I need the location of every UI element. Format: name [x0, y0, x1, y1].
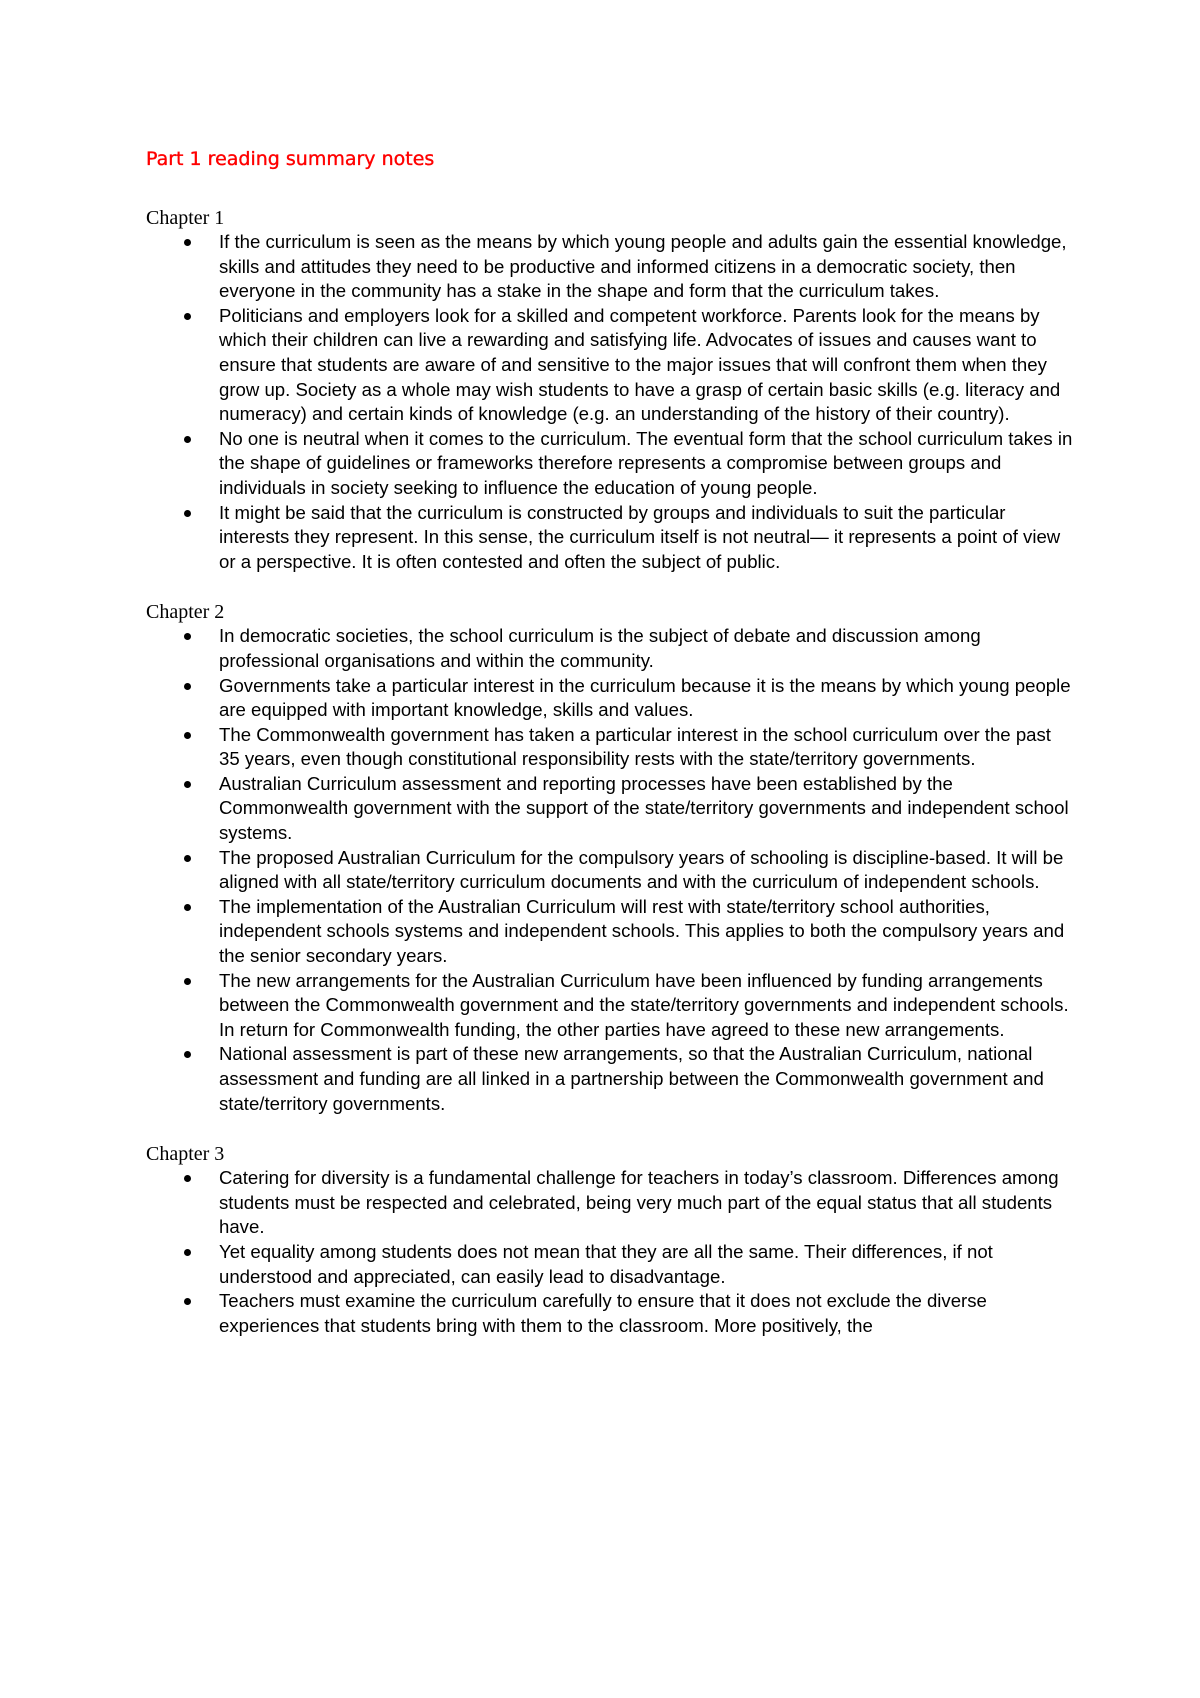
bullet-icon — [184, 436, 191, 443]
document-body — [146, 206, 1076, 1364]
list-item — [146, 1166, 1076, 1240]
bullet-list — [146, 1166, 1076, 1338]
list-item-text: National assessment is part of these new arrangements, so that the Australian Curriculum, national assessment and funding are all linked in a partnership between the Commonwealth government and state/territory governments. — [219, 1043, 1044, 1114]
bullet-icon — [184, 781, 191, 788]
page-title: Part 1 reading summary notes — [146, 148, 435, 170]
bullet-icon — [184, 510, 191, 517]
bullet-icon — [184, 732, 191, 739]
list-item-text: No one is neutral when it comes to the curriculum. The eventual form that the school curriculum takes in the shape of guidelines or frameworks therefore represents a compromise between groups and individuals in society seeking to influence the education of young people. — [219, 427, 1073, 498]
chapter-2-section — [146, 600, 1076, 1116]
list-item — [146, 846, 1076, 895]
bullet-icon — [184, 904, 191, 911]
list-item — [146, 772, 1076, 846]
list-item-text: Governments take a particular interest in the curriculum because it is the means by which young people are equipped with important knowledge, skills and values. — [219, 674, 1071, 721]
bullet-icon — [184, 239, 191, 246]
list-item — [146, 1289, 1076, 1338]
list-item — [146, 427, 1076, 501]
list-item-text: If the curriculum is seen as the means by which young people and adults gain the essential knowledge, skills and attitudes they need to be productive and informed citizens in a democratic society, then everyone in the community has a stake in the shape and form that the curriculum takes. — [219, 231, 1067, 302]
list-item — [146, 969, 1076, 1043]
list-item-text: Catering for diversity is a fundamental challenge for teachers in today’s classroom. Differences among students must be respected and celebrated, being very much part of the equal status that all students have. — [219, 1167, 1059, 1238]
chapter-1-section — [146, 206, 1076, 574]
bullet-icon — [184, 1175, 191, 1182]
list-item-text: In democratic societies, the school curriculum is the subject of debate and discussion among professional organisations and within the community. — [219, 625, 981, 671]
list-item-text: Australian Curriculum assessment and reporting processes have been established by the Commonwealth government with the support of the state/territory governments and independent school systems. — [219, 772, 1069, 844]
bullet-icon — [184, 978, 191, 985]
list-item — [146, 304, 1076, 427]
chapter-heading: Chapter 2 — [146, 601, 225, 624]
bullet-list — [146, 230, 1076, 574]
chapter-3-section — [146, 1142, 1076, 1338]
list-item-text: Politicians and employers look for a skilled and competent workforce. Parents look for the means by which their children can live a rewarding and satisfying life. Advocates of issues and causes want to ensure that students are aware of and sensitive to the major issues that will confront them when they grow up. Society as a whole may wish students to have a grasp of certain basic skills (e.g. literacy and numeracy) and certain kinds of knowledge (e.g. an understanding of the history of their country). — [219, 304, 1061, 425]
bullet-icon — [184, 1298, 191, 1305]
list-item-text: Teachers must examine the curriculum carefully to ensure that it does not exclude the diverse experiences that students bring with them to the classroom. More positively, the — [219, 1290, 987, 1336]
list-item — [146, 674, 1076, 723]
list-item — [146, 895, 1076, 969]
list-item — [146, 230, 1076, 304]
list-item-text: The implementation of the Australian Curriculum will rest with state/territory school authorities, independent schools systems and independent schools. This applies to both the compulsory years and the senior secondary years. — [219, 895, 1065, 967]
list-item — [146, 723, 1076, 772]
list-item — [146, 624, 1076, 673]
bullet-icon — [184, 633, 191, 640]
list-item — [146, 1240, 1076, 1289]
list-item-text: It might be said that the curriculum is constructed by groups and individuals to suit the particular interests they represent. In this sense, the curriculum itself is not neutral— it represents a point of view or a perspective. It is often contested and often the subject of public. — [219, 501, 1061, 572]
list-item-text: Yet equality among students does not mean that they are all the same. Their differences, if not understood and appreciated, can easily lead to disadvantage. — [219, 1240, 993, 1287]
chapter-heading: Chapter 3 — [146, 1143, 225, 1166]
bullet-icon — [184, 855, 191, 862]
list-item-text: The proposed Australian Curriculum for the compulsory years of schooling is discipline-based. It will be aligned with all state/territory curriculum documents and with the curriculum of independent schools. — [219, 846, 1064, 893]
list-item — [146, 1042, 1076, 1116]
list-item-text: The Commonwealth government has taken a particular interest in the school curriculum over the past 35 years, even though constitutional responsibility rests with the state/territory governments. — [219, 723, 1051, 770]
list-item — [146, 501, 1076, 575]
bullet-icon — [184, 313, 191, 320]
bullet-icon — [184, 683, 191, 690]
bullet-icon — [184, 1249, 191, 1256]
bullet-icon — [184, 1051, 191, 1058]
bullet-list — [146, 624, 1076, 1116]
chapter-heading: Chapter 1 — [146, 207, 225, 229]
list-item-text: The new arrangements for the Australian Curriculum have been influenced by funding arrangements between the Commonwealth government and the state/territory governments and independent schools. In return for Commonwealth funding, the other parties have agreed to these new arrangements. — [219, 969, 1069, 1040]
